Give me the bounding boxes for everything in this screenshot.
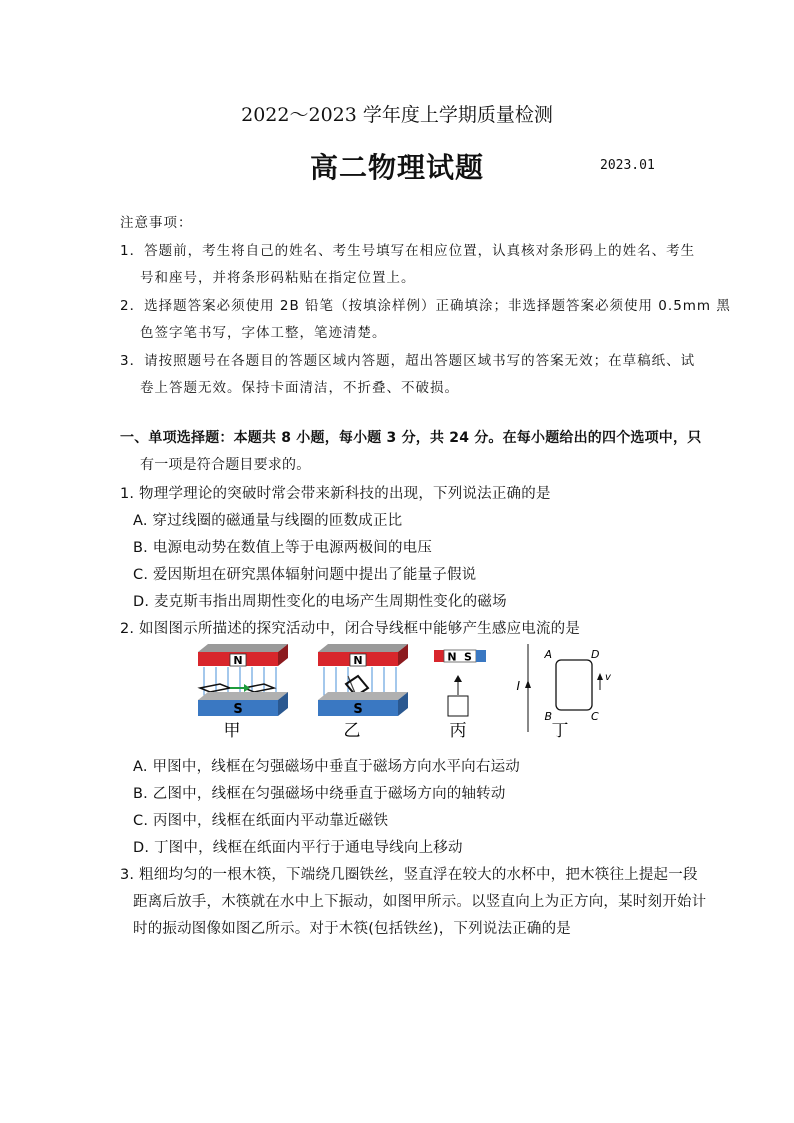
q3-stem-line3: 时的振动图像如图乙所示。对于木筷(包括铁丝)，下列说法正确的是 [133, 921, 572, 937]
exam-date: 2023.01 [600, 158, 655, 173]
q2-option-c: C. 丙图中，线框在纸面内平动靠近磁铁 [133, 813, 389, 829]
notice-item-1-line1: 1．答题前，考生将自己的姓名、考生号填写在相应位置，认真核对条形码上的姓名、考生 [120, 243, 696, 259]
svg-text:N: N [353, 654, 363, 667]
notice-item-2-line1: 2．选择题答案必须使用 2B 铅笔（按填涂样例）正确填涂；非选择题答案必须使用 0.5mm 黑 [120, 298, 731, 314]
magnet-s-label: S [233, 702, 243, 717]
figure-label-bing: 丙 [449, 721, 467, 741]
svg-text:B: B [544, 710, 552, 723]
figure-ding [516, 644, 612, 741]
q3-stem-line2: 距离后放手，木筷就在水中上下振动，如图甲所示。以竖直向上为正方向，某时刻开始计 [133, 894, 707, 910]
q3-stem-line1: 3. 粗细均匀的一根木筷，下端绕几圈铁丝，竖直浮在较大的水杯中，把木筷往上提起一段 [120, 867, 698, 883]
q2-figure [190, 640, 630, 750]
figure-yi [318, 644, 408, 741]
exam-title: 高二物理试题 [309, 151, 484, 184]
notice-item-2-line2: 色签字笔书写，字体工整，笔迹清楚。 [140, 325, 387, 341]
magnet-n-label: N [233, 654, 243, 667]
q1-option-c: C. 爱因斯坦在研究黑体辐射问题中提出了能量子假说 [133, 567, 477, 583]
svg-text:S: S [464, 650, 472, 664]
q2-option-b: B. 乙图中，线框在匀强磁场中绕垂直于磁场方向的轴转动 [133, 786, 506, 802]
notice-heading: 注意事项： [120, 215, 193, 231]
notice-item-3-line1: 3．请按照题号在各题目的答题区域内答题，超出答题区域书写的答案无效；在草稿纸、试 [120, 353, 696, 369]
figure-jia [198, 644, 288, 741]
notice-item-3-line2: 卷上答题无效。保持卡面清洁，不折叠、不破损。 [140, 380, 459, 396]
svg-text:N: N [447, 650, 457, 664]
svg-text:C: C [591, 710, 599, 723]
exam-subtitle: 2022～2023 学年度上学期质量检测 [241, 104, 553, 126]
figure-label-jia: 甲 [223, 721, 241, 741]
q2-option-d: D. 丁图中，线框在纸面内平行于通电导线向上移动 [133, 840, 463, 856]
svg-text:v: v [605, 672, 611, 683]
svg-text:D: D [591, 648, 600, 661]
q1-stem: 1. 物理学理论的突破时常会带来新科技的出现，下列说法正确的是 [120, 486, 551, 502]
svg-text:S: S [353, 702, 363, 717]
figure-label-yi: 乙 [343, 721, 361, 741]
notice-item-1-line2: 号和座号，并将条形码粘贴在指定位置上。 [140, 270, 416, 286]
section-heading-line1: 一、单项选择题：本题共 8 小题，每小题 3 分，共 24 分。在每小题给出的四个选项中，只 [120, 430, 702, 446]
q1-option-a: A. 穿过线圈的磁通量与线圈的匝数成正比 [133, 513, 403, 529]
figure-bing [434, 650, 486, 741]
svg-text:A: A [544, 648, 552, 661]
figure-label-ding: 丁 [551, 721, 569, 741]
svg-text:I: I [516, 679, 520, 693]
q1-option-d: D. 麦克斯韦指出周期性变化的电场产生周期性变化的磁场 [133, 594, 507, 610]
q2-option-a: A. 甲图中，线框在匀强磁场中垂直于磁场方向水平向右运动 [133, 759, 520, 775]
q1-option-b: B. 电源电动势在数值上等于电源两极间的电压 [133, 540, 433, 556]
section-heading-line2: 有一项是符合题目要求的。 [140, 457, 311, 473]
q2-stem: 2. 如图图示所描述的探究活动中，闭合导线框中能够产生感应电流的是 [120, 621, 581, 637]
